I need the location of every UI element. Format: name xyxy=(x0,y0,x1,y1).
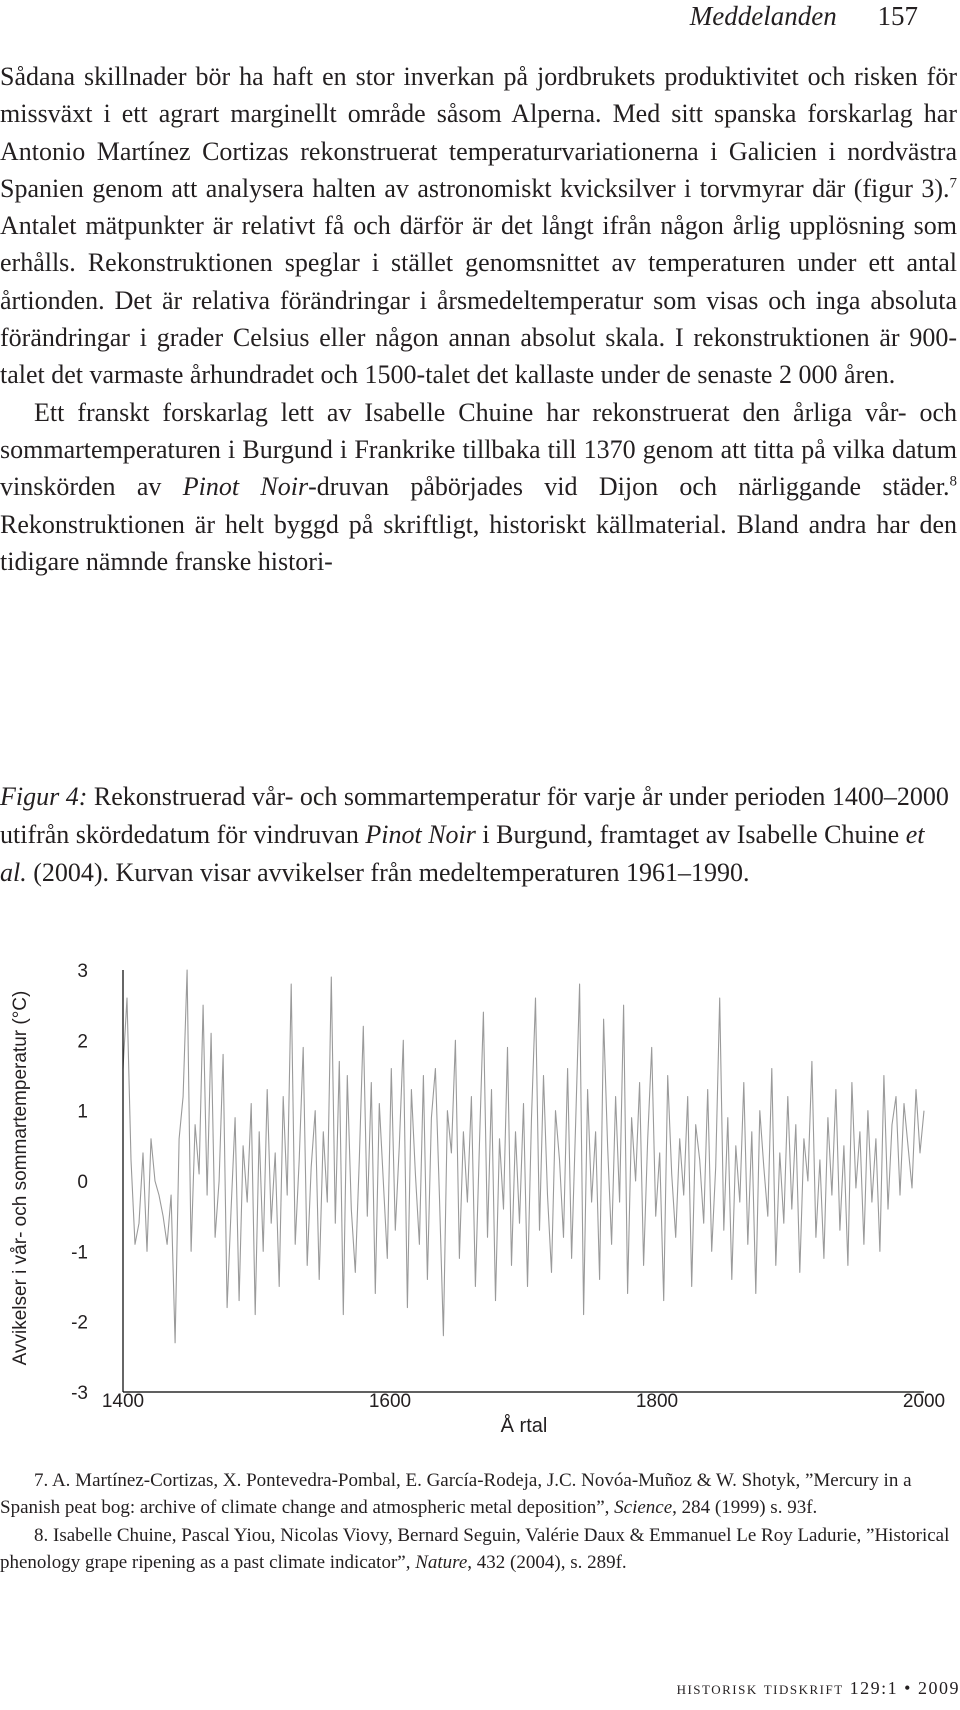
y-axis-label: Avvikelser i vår- och sommartemperatur (°C) xyxy=(10,990,31,1366)
paragraph-2-italic: Pinot Noir xyxy=(182,472,309,502)
x-tick-label: 1800 xyxy=(635,1391,679,1412)
paragraph-2 xyxy=(0,394,957,580)
footnote-8 xyxy=(0,1523,957,1576)
caption-label: Figur 4: xyxy=(0,782,88,811)
footnote-7 xyxy=(0,1468,957,1521)
footnote-8-text-b: , 432 (2004), s. 289f. xyxy=(467,1551,627,1573)
body-text xyxy=(0,58,957,580)
footnote-ref-8: 8 xyxy=(949,473,957,490)
paragraph-1 xyxy=(0,58,957,394)
footnote-ref-7: 7 xyxy=(949,175,957,192)
x-tick-label: 1400 xyxy=(101,1391,145,1412)
y-tick-label: 3 xyxy=(77,961,88,982)
page-number: 157 xyxy=(877,1,918,31)
x-tick-label: 1600 xyxy=(368,1391,412,1412)
y-tick-label: -3 xyxy=(71,1383,88,1404)
x-tick-label: 2000 xyxy=(902,1391,946,1412)
y-tick-label: -1 xyxy=(71,1242,88,1264)
figure-caption xyxy=(0,778,957,892)
paragraph-2-text-a: Ett franskt forskarlag lett av Isabelle Chuine har rekonstruerat den årliga vår- och sommartemperaturen i Burgund i Frankrike tillbaka till 1370 genom att titta på vilka datum vinskörden av xyxy=(0,397,957,502)
footnote-8-journal: Nature xyxy=(415,1551,468,1573)
caption-text-a: Rekonstruerad vår- och sommartemperatur för varje år under perioden 1400–2000 utifrån skördedatum för vindruvan xyxy=(0,782,949,849)
y-tick-label: 1 xyxy=(77,1101,88,1123)
x-tick-labels xyxy=(102,1391,945,1412)
temperature-series-line xyxy=(123,970,924,1343)
y-tick-labels xyxy=(71,961,88,1404)
temperature-chart xyxy=(0,950,960,1450)
footnote-7-text-b: , 284 (1999) s. 93f. xyxy=(672,1496,818,1518)
footnote-7-text-a: 7. A. Martínez-Cortizas, X. Pontevedra-Pombal, E. García-Rodeja, J.C. Novóa-Muñoz & W. Shotyk, ”Mercury in a Spanish peat bog: archive of climate change and atmospheric metal deposition”, xyxy=(0,1470,912,1518)
paragraph-1-text-b: Antalet mätpunkter är relativt få och därför är det långt ifrån någon årlig upplösning som erhålls. Rekonstruktionen speglar i stället genomsnittet av temperaturen under ett antal årtionden. Det är relativa förändringar i årsmedeltemperatur som visas och inga absoluta förändringar i grader Celsius eller någon annan absolut skala. I rekonstruktionen är 900-talet det varmaste århundradet och 1500-talet det kallaste under de senaste 2 000 åren. xyxy=(0,211,957,390)
footnotes xyxy=(0,1468,957,1578)
footnote-8-text-a: 8. Isabelle Chuine, Pascal Yiou, Nicolas Viovy, Bernard Seguin, Valérie Daux & Emmanuel Le Roy Ladurie, ”Historical phenology grape ripening as a past climate indicator”, xyxy=(0,1525,950,1573)
paragraph-2-text-b: -druvan påbörjades vid Dijon och närliggande städer. xyxy=(308,472,950,502)
caption-italic-a: Pinot Noir xyxy=(365,820,476,849)
y-tick-label: 2 xyxy=(77,1031,88,1053)
journal-footer: historisk tidskrift 129:1 • 2009 xyxy=(676,1678,960,1698)
footnote-7-journal: Science xyxy=(614,1496,673,1518)
paragraph-2-text-c: Rekonstruktionen är helt byggd på skriftligt, historiskt källmaterial. Bland andra har den tidigare nämnde franske histori- xyxy=(0,509,957,576)
chart-svg xyxy=(0,950,960,1450)
caption-text-b: i Burgund, framtaget av Isabelle Chuine xyxy=(475,820,906,849)
caption-italic-b: et al. xyxy=(0,820,925,887)
y-tick-label: 0 xyxy=(77,1172,88,1193)
caption-text-c: (2004). Kurvan visar avvikelser från medeltemperaturen 1961–1990. xyxy=(26,858,750,887)
x-axis-label: Å rtal xyxy=(500,1415,548,1437)
paragraph-1-text-a: Sådana skillnader bör ha haft en stor inverkan på jordbrukets produktivitet och risken för missväxt i ett agrart marginellt område såsom Alperna. Med sitt spanska forskarlag har Antonio Martínez Cortizas rekonstruerat temperaturvariationerna i Galicien i nordvästra Spanien genom att analysera halten av astronomiskt kvicksilver i torvmyrar där (figur 3). xyxy=(0,62,957,203)
y-tick-label: -2 xyxy=(71,1312,88,1334)
section-title: Meddelanden xyxy=(689,1,837,31)
running-header xyxy=(690,0,918,32)
